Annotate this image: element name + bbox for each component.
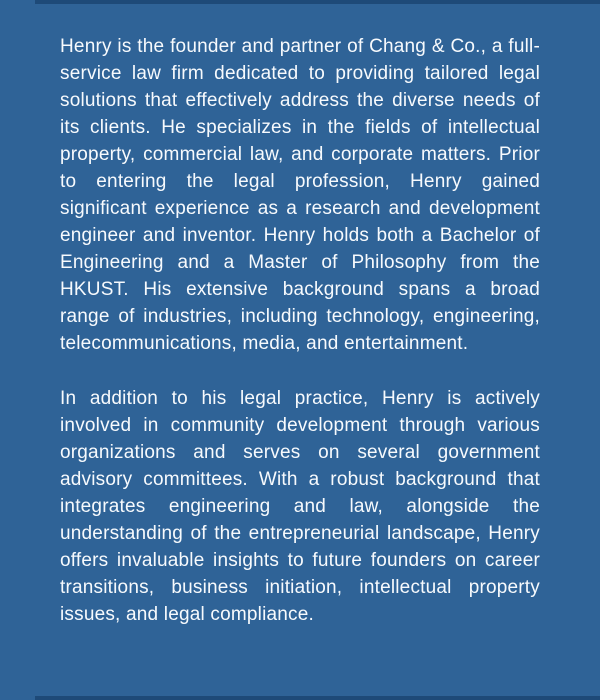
bio-text-block [60,0,540,628]
bottom-edge-bar [35,696,600,700]
bio-paragraph-1: Henry is the founder and partner of Chang & Co., a full-service law firm dedicated to providing tailored legal solutions that effectively address the diverse needs of its clients. He specializes in the fields of intellectual property, commercial law, and corporate matters. Prior to entering the legal profession, Henry gained significant experience as a research and development engineer and inventor. Henry holds both a Bachelor of Engineering and a Master of Philosophy from the HKUST. His extensive background spans a broad range of industries, including technology, engineering, telecommunications, media, and entertainment. [60,36,540,354]
bio-paragraph-2: In addition to his legal practice, Henry is actively involved in community development through various organizations and serves on several government advisory committees. With a robust background that integrates engineering and law, alongside the understanding of the entrepreneurial landscape, Henry offers invaluable insights to future founders on career transitions, business initiation, intellectual property issues, and legal compliance. [60,388,540,625]
